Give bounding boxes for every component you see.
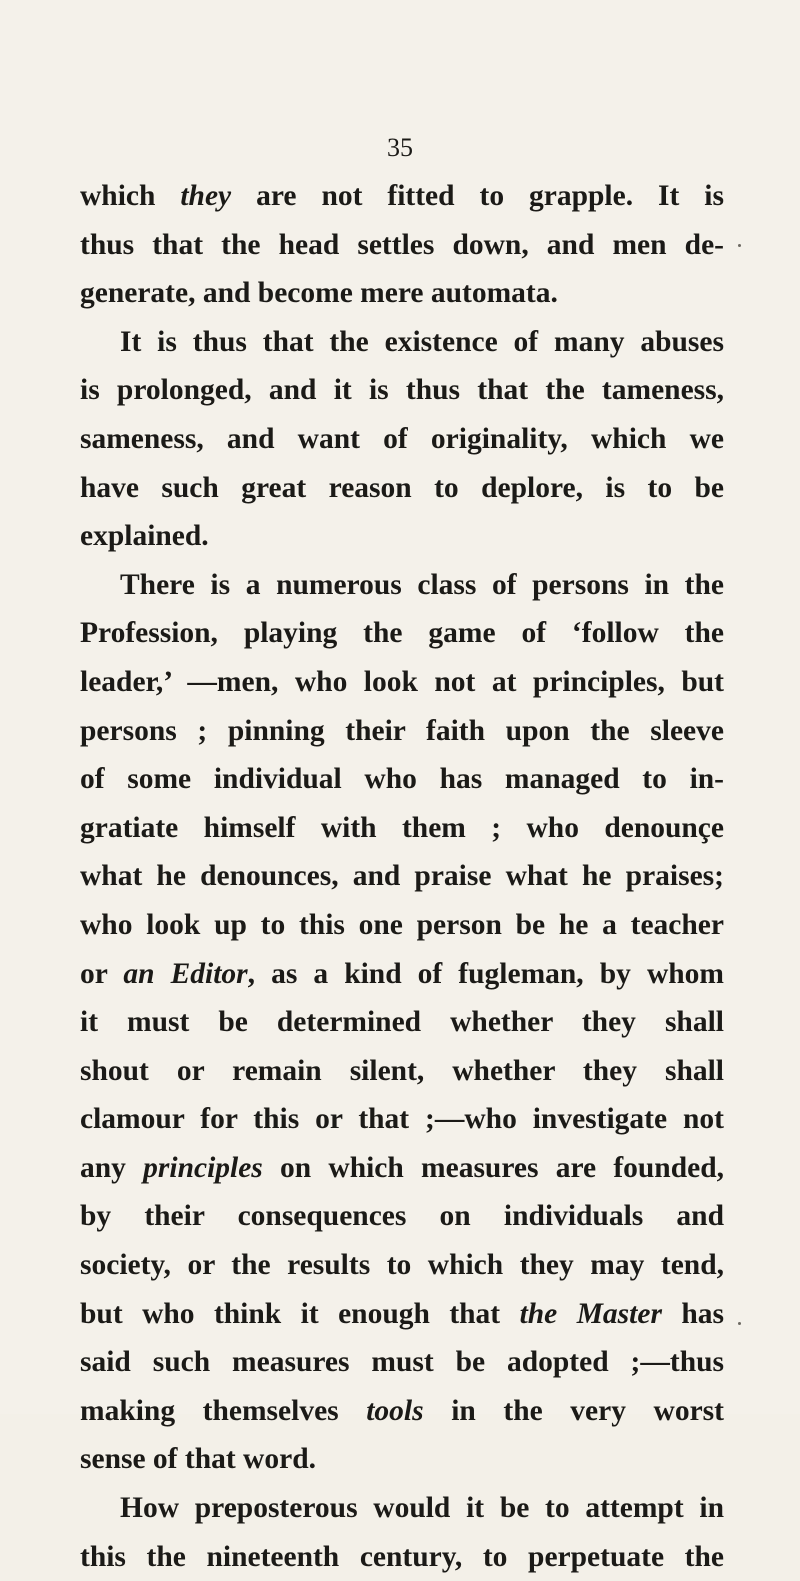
text-segment: by their consequences on individuals and [80,1200,724,1233]
text-line [80,1241,724,1290]
text-segment: clamour for this or that ;—who investigate not [80,1103,724,1136]
text-segment: Profession, playing the game of ‘follow the [80,617,724,650]
text-line [80,1387,724,1436]
text-segment: said such measures must be adopted ;—thus [80,1346,724,1379]
text-line [80,658,724,707]
text-line [80,609,724,658]
text-segment: generate, and become mere automata. [80,277,558,310]
text-segment: of some individual who has managed to in- [80,763,724,796]
italic-text: tools [366,1394,424,1427]
text-segment: in the very worst [423,1394,724,1427]
text-line [80,1533,724,1581]
italic-text: an Editor [123,957,248,990]
text-line [80,221,724,270]
text-segment: this the nineteenth century, to perpetuate the [80,1540,724,1573]
text-line [80,1144,724,1193]
italic-text: they [180,180,232,212]
text-segment: society, or the results to which they may tend, [80,1249,724,1282]
text-segment: explained. [80,520,209,553]
text-segment: it must be determined whether they shall [80,1006,724,1039]
text-segment: persons ; pinning their faith upon the sleeve [80,714,724,747]
text-line [80,1095,724,1144]
text-line [80,852,724,901]
text-segment: There is a numerous class of persons in the [120,568,724,601]
page-number: 35 [387,133,413,162]
text-line [80,1435,724,1484]
text-line [80,464,724,513]
text-segment: is prolonged, and it is thus that the tameness, [80,374,724,407]
text-line [80,755,724,804]
text-segment: gratiate himself with them ; who denounçe [80,811,724,844]
text-segment: , as a kind of fugleman, by whom [247,957,724,990]
text-line [80,1047,724,1096]
text-line [80,415,724,464]
text-segment: are not fitted to grapple. It is [231,180,724,212]
text-segment: It is thus that the existence of many abuses [120,325,724,358]
text-segment: leader,’ —men, who look not at principles, but [80,665,724,698]
text-line [80,1290,724,1339]
text-line [80,366,724,415]
text-segment: on which measures are founded, [262,1151,724,1184]
margin-speck [738,244,741,247]
text-segment: or [80,957,124,990]
text-segment: has [661,1297,724,1330]
text-line [80,950,724,999]
italic-text: the Master [519,1297,662,1330]
italic-text: principles [143,1151,263,1184]
text-segment: thus that the head settles down, and men de- [80,228,724,261]
text-line [80,172,724,221]
text-line [80,1192,724,1241]
text-segment: sameness, and want of originality, which we [80,422,724,455]
text-segment: making themselves [80,1394,367,1427]
text-segment: shout or remain silent, whether they shall [80,1054,724,1087]
text-line [80,1484,724,1533]
text-line [80,804,724,853]
text-segment: any [80,1151,144,1184]
text-line [80,1338,724,1387]
text-line [80,901,724,950]
text-line [80,561,724,610]
text-segment: which [80,180,181,212]
text-line [80,269,724,318]
text-line [80,707,724,756]
text-segment: How preposterous would it be to attempt in [120,1492,724,1525]
text-line [80,512,724,561]
text-segment: have such great reason to deplore, is to be [80,471,724,504]
margin-speck [738,1322,741,1325]
text-line [80,318,724,367]
text-segment: sense of that word. [80,1443,316,1476]
text-segment: who look up to this one person be he a teacher [80,908,724,941]
body-text [80,172,724,1581]
text-segment: but who think it enough that [80,1297,520,1330]
text-segment: what he denounces, and praise what he praises; [80,860,724,893]
text-line [80,998,724,1047]
